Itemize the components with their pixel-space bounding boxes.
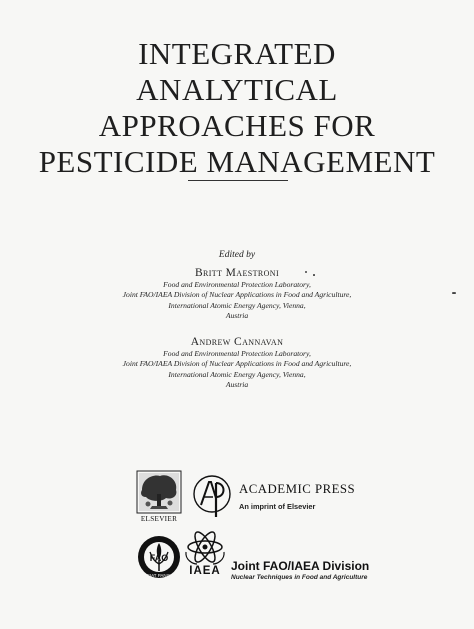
edited-by-label: Edited by: [218, 250, 256, 260]
elsevier-logo: [136, 470, 182, 526]
title-line: ANALYTICAL: [136, 72, 338, 107]
title-underline-rule: [188, 180, 288, 181]
editor-name: Andrew Cannavan: [190, 336, 284, 348]
editor-affiliation-line: Austria: [225, 310, 249, 320]
academic-press-subtitle: An imprint of Elsevier: [239, 502, 316, 511]
iaea-logo: [183, 530, 227, 582]
scan-speck: [452, 292, 456, 294]
academic-press-text: [239, 482, 355, 511]
title-line: PESTICIDE MANAGEMENT: [38, 144, 436, 179]
editor-affiliation-line: Joint FAO/IAEA Division of Nuclear Applications in Food and Agriculture,: [122, 359, 352, 369]
editor-affiliation-line: Food and Environmental Protection Laboratory,: [163, 349, 311, 358]
iaea-atom-icon: [183, 530, 227, 566]
editor-affiliation-line: International Atomic Energy Agency, Vienna,: [168, 300, 306, 310]
editor-affiliation-line: Austria: [225, 379, 249, 389]
title-line: APPROACHES FOR: [98, 108, 376, 143]
editor-block: [0, 266, 474, 321]
elsevier-label: ELSEVIER: [140, 515, 178, 523]
editor-affiliation-line: Joint FAO/IAEA Division of Nuclear Applications in Food and Agriculture,: [122, 290, 352, 300]
book-title: [0, 36, 474, 180]
academic-press-title: ACADEMIC PRESS: [239, 482, 356, 496]
scan-speck: [305, 271, 307, 273]
fao-logo-icon: [136, 534, 182, 580]
title-line: INTEGRATED: [138, 36, 336, 71]
editor-block: [0, 335, 474, 390]
joint-division-text: [231, 559, 369, 581]
fao-logo: [136, 534, 182, 580]
iaea-label: IAEA: [189, 565, 221, 577]
editor-affiliation-line: International Atomic Energy Agency, Vienna,: [168, 369, 306, 379]
joint-division-title: Joint FAO/IAEA Division: [231, 559, 370, 573]
scan-speck: [313, 274, 315, 276]
editor-name: Britt Maestroni: [194, 267, 280, 279]
joint-division-subtitle: Nuclear Techniques in Food and Agriculture: [231, 574, 368, 581]
elsevier-tree-icon: [136, 470, 182, 516]
svg-text:FAO: FAO: [149, 553, 169, 563]
academic-press-logo: [192, 473, 232, 519]
academic-press-logo-icon: [192, 473, 232, 519]
fao-motto: FIAT PANIS: [147, 573, 171, 578]
editor-affiliation-line: Food and Environmental Protection Laboratory,: [163, 280, 311, 289]
